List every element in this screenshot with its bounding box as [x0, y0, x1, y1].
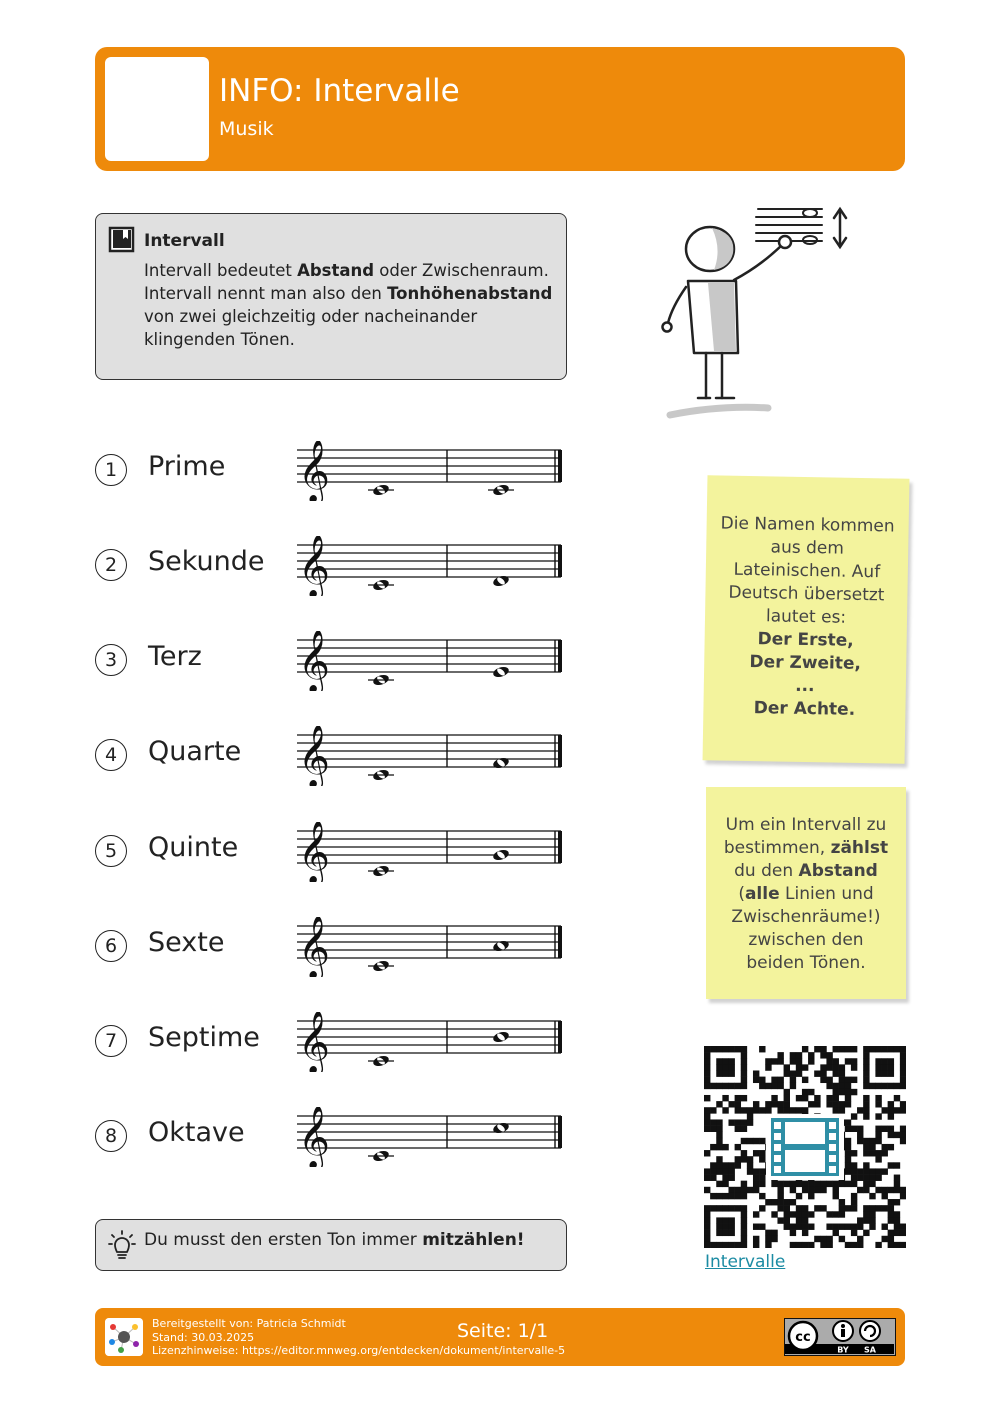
definition-fragment: Tonhöhenabstand [387, 284, 553, 303]
sticky-note-counting-hint [706, 787, 906, 999]
second-note [492, 1121, 510, 1135]
interval-name: Quarte [148, 736, 242, 767]
subject-label: Musik [219, 118, 274, 140]
counting-hint-fragment: zählst [830, 838, 889, 858]
svg-text:cc: cc [795, 1330, 811, 1345]
logo-placeholder [105, 57, 209, 161]
music-staff [297, 822, 565, 882]
latin-note-line: lautet es: [765, 606, 847, 628]
second-note [492, 756, 510, 770]
interval-number-badge: 6 [95, 930, 127, 962]
definition-fragment: von zwei gleichzeitig oder nacheinander klingenden Tönen. [144, 307, 478, 349]
network-logo [105, 1318, 143, 1356]
tip-box [95, 1219, 567, 1271]
definition-fragment: oder Zwischenraum. Intervall nennt man also den [144, 261, 549, 303]
final-bar-thick [558, 1116, 562, 1148]
latin-note-line: Der Achte. [753, 698, 856, 720]
cc-license-badge[interactable] [784, 1318, 896, 1356]
latin-note-line: aus dem [770, 537, 845, 559]
music-staff [297, 726, 565, 786]
music-staff [297, 917, 565, 977]
interval-name: Sekunde [148, 546, 265, 577]
latin-note-line: ... [794, 675, 815, 697]
counting-hint-fragment: Um ein Intervall zu bestimmen, [723, 815, 887, 858]
music-staff [297, 631, 565, 691]
treble-clef-icon: 𝄞 [298, 917, 330, 977]
final-bar-thick [558, 926, 562, 958]
counting-hint-fragment: alle [744, 884, 780, 904]
footer-bar [95, 1308, 905, 1366]
tip-fragment: Du musst den ersten Ton immer [144, 1230, 423, 1250]
sticky-note-latin-names [703, 475, 910, 763]
interval-name: Terz [148, 641, 202, 672]
final-bar-thick [558, 450, 562, 482]
license-line[interactable]: Lizenzhinweise: https://editor.mnweg.org/entdecken/dokument/intervalle-5 [152, 1344, 566, 1357]
interval-number-badge: 8 [95, 1120, 127, 1152]
tip-fragment: mitzählen! [422, 1230, 525, 1250]
definition-text [144, 259, 554, 351]
second-note [492, 574, 510, 588]
interval-number-badge: 3 [95, 644, 127, 676]
second-note [492, 1030, 510, 1044]
second-note [492, 848, 510, 862]
counting-hint-fragment: Abstand [798, 861, 878, 881]
interval-number-badge: 1 [95, 454, 127, 486]
interval-number-badge: 4 [95, 739, 127, 771]
music-staff [297, 536, 565, 596]
lightbulb-icon [108, 1230, 136, 1260]
date-line: Stand: 30.03.2025 [152, 1330, 255, 1344]
final-bar-thick [558, 1021, 562, 1053]
interval-number-badge: 2 [95, 549, 127, 581]
interval-name: Septime [148, 1022, 260, 1053]
header-banner [95, 47, 905, 171]
interval-row [95, 726, 575, 786]
interval-row [95, 536, 575, 596]
tip-text [144, 1230, 525, 1250]
treble-clef-icon: 𝄞 [298, 1012, 330, 1072]
interval-name: Sexte [148, 927, 225, 958]
page-title: INFO: Intervalle [219, 73, 460, 109]
latin-note-line: Der Zweite, [749, 652, 862, 674]
interval-row [95, 917, 575, 977]
treble-clef-icon: 𝄞 [298, 536, 330, 596]
cc-sa-label: SA [864, 1345, 876, 1354]
treble-clef-icon: 𝄞 [298, 822, 330, 882]
interval-row [95, 822, 575, 882]
treble-clef-icon: 𝄞 [298, 726, 330, 786]
counting-hint-fragment: du den [734, 861, 799, 881]
interval-number-badge: 5 [95, 835, 127, 867]
latin-note-line: Der Erste, [757, 629, 854, 651]
treble-clef-icon: 𝄞 [298, 1107, 330, 1167]
latin-note-line: Die Namen kommen [720, 513, 895, 537]
counting-hint-fragment: Linien und Zwischenräume!) zwischen den beiden Tönen. [731, 884, 881, 973]
interval-row [95, 441, 575, 501]
book-icon [108, 226, 136, 254]
interval-row [95, 1012, 575, 1072]
interval-name: Prime [148, 451, 226, 482]
treble-clef-icon: 𝄞 [298, 441, 330, 501]
final-bar-thick [558, 640, 562, 672]
interval-row [95, 631, 575, 691]
final-bar-thick [558, 735, 562, 767]
music-staff [297, 1107, 565, 1167]
second-note [492, 939, 510, 953]
qr-code[interactable] [704, 1046, 906, 1248]
teacher-figure-illustration [650, 195, 865, 425]
latin-note-line: Lateinischen. Auf [733, 559, 881, 583]
final-bar-thick [558, 545, 562, 577]
interval-number-badge: 7 [95, 1025, 127, 1057]
author-line: Bereitgestellt von: Patricia Schmidt [152, 1317, 346, 1330]
music-staff [297, 441, 565, 501]
interval-row [95, 1107, 575, 1167]
definition-box [95, 213, 567, 380]
treble-clef-icon: 𝄞 [298, 631, 330, 691]
music-staff [297, 1012, 565, 1072]
video-link[interactable]: Intervalle [705, 1252, 786, 1272]
film-icon [766, 1114, 844, 1180]
counting-hint-fragment: ( [738, 884, 745, 904]
final-bar-thick [558, 831, 562, 863]
interval-name: Quinte [148, 832, 239, 863]
definition-fragment: Abstand [297, 261, 375, 280]
page-number: Seite: 1/1 [457, 1320, 549, 1342]
definition-fragment: Intervall bedeutet [144, 261, 298, 280]
second-note [492, 665, 510, 679]
latin-note-line: Deutsch übersetzt [728, 582, 885, 606]
cc-by-label: BY [837, 1345, 849, 1354]
definition-heading: Intervall [144, 231, 225, 251]
interval-name: Oktave [148, 1117, 245, 1148]
